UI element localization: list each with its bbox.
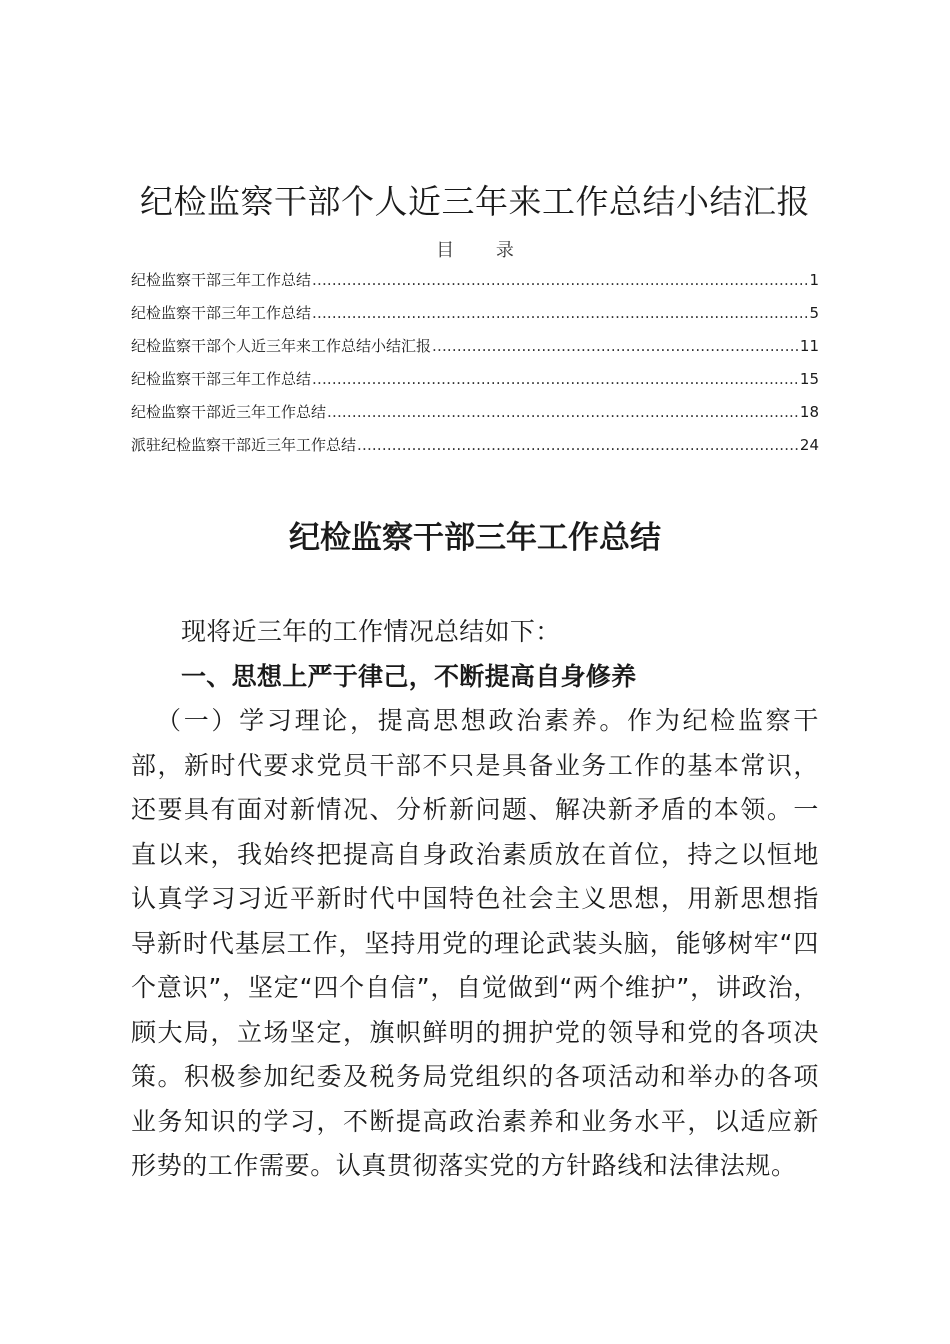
toc-leader-dots xyxy=(312,363,799,396)
body-text xyxy=(131,610,819,1189)
toc-entry-page: 15 xyxy=(799,370,819,388)
toc-entry[interactable] xyxy=(131,330,819,363)
toc-entry-page: 1 xyxy=(809,271,819,289)
toc-leader-dots xyxy=(357,429,799,462)
section-title: 纪检监察干部三年工作总结 xyxy=(289,520,661,556)
toc-heading: 目 录 xyxy=(436,240,532,261)
toc-entry-label: 纪检监察干部个人近三年来工作总结小结汇报 xyxy=(131,337,432,355)
toc-entry-page: 5 xyxy=(809,304,819,322)
document-title: 纪检监察干部个人近三年来工作总结小结汇报 xyxy=(140,182,810,221)
toc-entry-label: 纪检监察干部三年工作总结 xyxy=(131,370,312,388)
toc-leader-dots xyxy=(312,297,808,330)
toc-leader-dots xyxy=(312,264,808,297)
toc-entry-label: 纪检监察干部三年工作总结 xyxy=(131,271,312,289)
body-paragraph: （一）学习理论，提高思想政治素养。作为纪检监察干部，新时代要求党员干部不只是具备业务工作的基本常识，还要具有面对新情况、分析新问题、解决新矛盾的本领。一直以来，我始终把提高自身政治素质放在首位，持之以恒地认真学习习近平新时代中国特色社会主义思想，用新思想指导新时代基层工作，坚持用党的理论武装头脑，能够树牢“四个意识”，坚定“四个自信”，自觉做到“两个维护”，讲政治，顾大局，立场坚定，旗帜鲜明的拥护党的领导和党的各项决策。积极参加纪委及税务局党组织的各项活动和举办的各项业务知识的学习，不断提高政治素养和业务水平，以适应新形势的工作需要。认真贯彻落实党的方针路线和法律法规。 xyxy=(131,706,819,1180)
intro-paragraph: 现将近三年的工作情况总结如下： xyxy=(181,617,561,646)
table-of-contents xyxy=(131,264,819,462)
toc-entry-label: 纪检监察干部三年工作总结 xyxy=(131,304,312,322)
toc-entry[interactable] xyxy=(131,264,819,297)
toc-leader-dots xyxy=(432,330,799,363)
subheading: 一、思想上严于律己，不断提高自身修养 xyxy=(181,661,637,691)
toc-entry[interactable] xyxy=(131,429,819,462)
toc-leader-dots xyxy=(327,396,799,429)
toc-entry-label: 派驻纪检监察干部近三年工作总结 xyxy=(131,436,357,454)
toc-entry[interactable] xyxy=(131,297,819,330)
toc-entry[interactable] xyxy=(131,396,819,429)
toc-entry-label: 纪检监察干部近三年工作总结 xyxy=(131,403,327,421)
toc-entry-page: 18 xyxy=(799,403,819,421)
toc-entry[interactable] xyxy=(131,363,819,396)
toc-entry-page: 24 xyxy=(799,436,819,454)
toc-entry-page: 11 xyxy=(799,337,819,355)
